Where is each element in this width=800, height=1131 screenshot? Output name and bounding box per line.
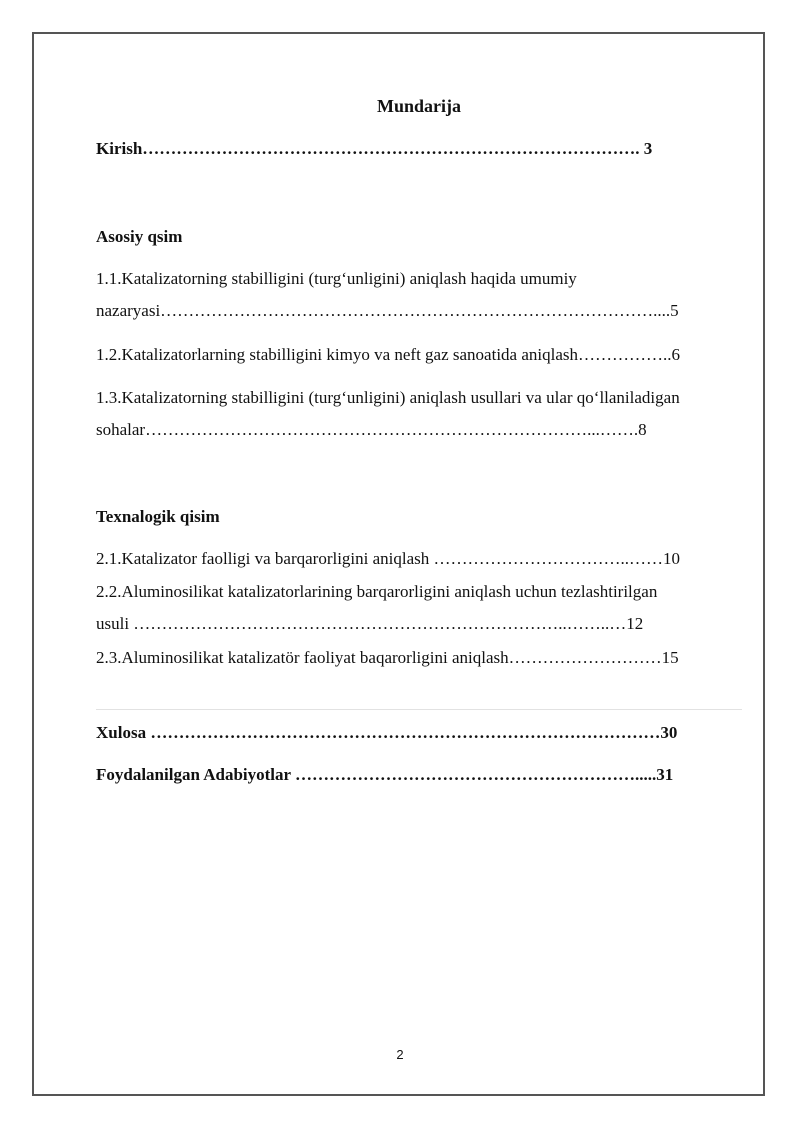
- toc-entry-intro: Kirish……………………………………………………………………………. 3: [96, 139, 653, 158]
- toc-entry-conclusion: Xulosa ………………………………………………………………………………30: [96, 723, 678, 742]
- toc-entry-1-3-line1: 1.3.Katalizatorning stabilligini (turg‘unligini) aniqlash usullari va ular qo‘llaniladigan: [96, 388, 680, 407]
- section-heading-technology: Texnalogik qisim: [96, 507, 220, 526]
- toc-entry-1-1-line1: 1.1.Katalizatorning stabilligini (turg‘unligini) aniqlash haqida umumiy: [96, 269, 577, 288]
- section-divider: [96, 709, 742, 710]
- toc-entry-1-3-line2: sohalar……………………………………………………………………...…….8: [96, 420, 647, 439]
- toc-entry-1-2: 1.2.Katalizatorlarning stabilligini kimyo va neft gaz sanoatida aniqlash……………..6: [96, 345, 681, 364]
- toc-entry-references: Foydalanilgan Adabiyotlar …………………………………………………….....31: [96, 765, 674, 784]
- toc-entry-1-1-line2: nazaryasi……………………………………………………………………………....5: [96, 301, 679, 320]
- page-number: 2: [396, 1047, 404, 1062]
- toc-entry-2-1: 2.1.Katalizator faolligi va barqarorligini aniqlash ……………………………..……10: [96, 549, 681, 568]
- toc-entry-2-2-line1: 2.2.Aluminosilikat katalizatorlarining barqarorligini aniqlash uchun tezlashtirilgan: [96, 582, 658, 601]
- toc-entry-2-2-line2: usuli …………………………………………………………………..……..…12: [96, 614, 644, 633]
- page-title: Mundarija: [376, 96, 461, 116]
- section-heading-main: Asosiy qsim: [96, 227, 183, 246]
- toc-entry-2-3: 2.3.Aluminosilikat katalizatör faoliyat baqarorligini aniqlash………………………15: [96, 648, 679, 667]
